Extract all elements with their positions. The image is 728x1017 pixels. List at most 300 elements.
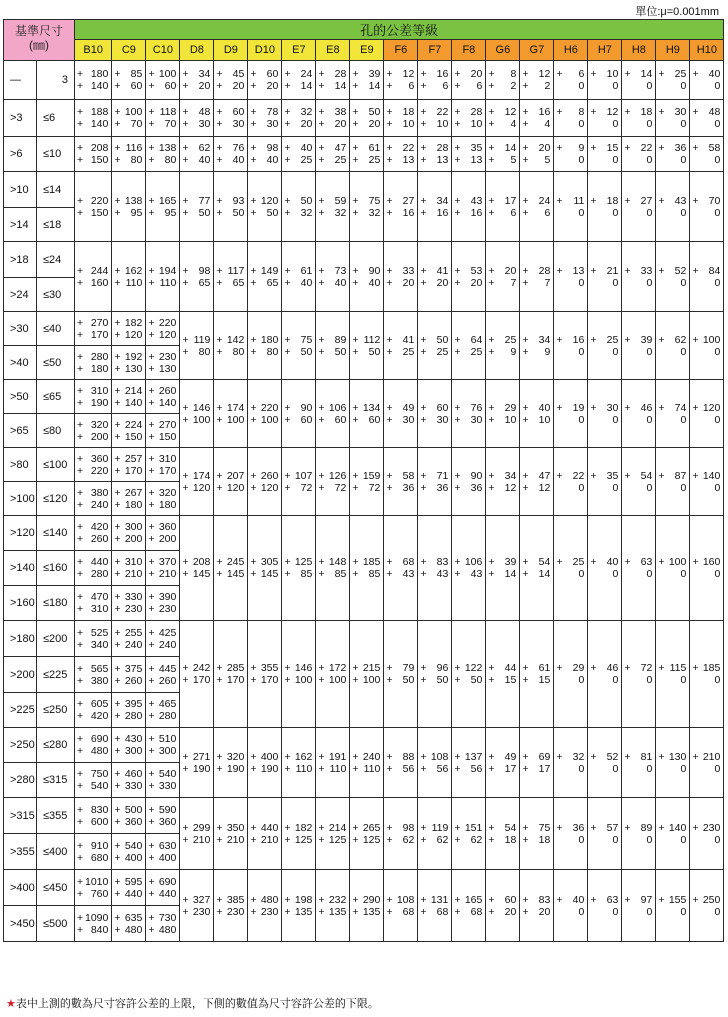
lower-limit xyxy=(656,346,689,358)
sign: + xyxy=(284,206,291,219)
lower-limit xyxy=(588,346,621,358)
lower-limit xyxy=(588,118,621,130)
lower-limit xyxy=(180,207,213,219)
sign xyxy=(692,154,700,166)
sign: + xyxy=(658,401,665,414)
cell-e7 xyxy=(282,870,316,942)
upper-limit xyxy=(384,68,417,80)
cell-c9 xyxy=(112,621,146,657)
lower-limit xyxy=(75,277,111,289)
lower-limit xyxy=(554,154,587,166)
lower-limit xyxy=(452,568,485,580)
cell-h9 xyxy=(656,242,690,312)
value: 162 xyxy=(294,750,313,763)
sign: + xyxy=(658,194,665,207)
cell-h10 xyxy=(690,798,724,870)
value: 0 xyxy=(714,568,721,580)
value: 65 xyxy=(266,276,279,289)
sign: + xyxy=(148,803,155,816)
lower-limit xyxy=(622,763,655,775)
sign: + xyxy=(386,833,393,846)
sign: + xyxy=(250,821,257,834)
cell-d8 xyxy=(180,798,214,870)
upper-limit xyxy=(554,68,587,80)
value: 480 xyxy=(124,923,143,936)
sign: + xyxy=(420,333,427,346)
value: 230 xyxy=(702,821,721,834)
sign: + xyxy=(352,833,359,846)
value: 0 xyxy=(680,206,687,219)
cell-h6 xyxy=(554,100,588,137)
cell-f7 xyxy=(418,728,452,798)
cell-h10 xyxy=(690,137,724,172)
cell-h8 xyxy=(622,798,656,870)
sign: + xyxy=(250,893,257,906)
upper-limit xyxy=(384,334,417,346)
value: 90 xyxy=(300,401,313,414)
sign: + xyxy=(454,662,461,674)
value: 138 xyxy=(124,194,143,207)
value: 425 xyxy=(158,626,177,639)
upper-limit xyxy=(214,822,247,834)
lower-limit xyxy=(588,80,621,92)
sign: + xyxy=(624,662,631,674)
upper-limit xyxy=(588,894,621,906)
value: 170 xyxy=(226,674,245,686)
lower-limit xyxy=(656,834,689,846)
lower-limit xyxy=(452,674,485,686)
upper-limit xyxy=(75,351,111,363)
value: 90 xyxy=(368,264,381,277)
lower-limit xyxy=(350,207,383,219)
cell-f7 xyxy=(418,172,452,242)
value: 71 xyxy=(436,469,449,482)
sign: + xyxy=(114,568,121,580)
sign: + xyxy=(488,568,495,580)
sign: + xyxy=(522,821,529,834)
sign: + xyxy=(284,762,291,775)
lower-limit xyxy=(554,118,587,130)
upper-limit xyxy=(112,663,145,675)
lower-limit xyxy=(588,207,621,219)
lower-limit xyxy=(588,834,621,846)
lower-limit xyxy=(248,674,281,686)
value: 0 xyxy=(578,762,585,775)
sign: + xyxy=(114,533,121,545)
sign: + xyxy=(77,486,84,499)
cell-h6 xyxy=(554,516,588,621)
lower-limit xyxy=(75,154,111,166)
sign: + xyxy=(114,498,121,511)
sign: + xyxy=(77,568,84,580)
cell-c10 xyxy=(146,551,180,586)
sign xyxy=(692,80,700,92)
sign: + xyxy=(692,68,699,80)
value: 48 xyxy=(198,106,211,118)
cell-g6 xyxy=(486,380,520,448)
value: 245 xyxy=(226,556,245,568)
lower-limit xyxy=(418,118,451,130)
cell-f8 xyxy=(452,137,486,172)
upper-limit xyxy=(520,662,553,674)
value: 12 xyxy=(538,68,551,80)
upper-limit xyxy=(622,822,655,834)
hole-tolerance-table xyxy=(3,19,724,942)
sign xyxy=(658,674,666,686)
value: 375 xyxy=(124,662,143,675)
sign: + xyxy=(556,194,563,207)
lower-limit xyxy=(350,834,383,846)
value: 20 xyxy=(402,276,415,289)
cell-g7 xyxy=(520,312,554,380)
value: 360 xyxy=(158,521,177,533)
lower-limit xyxy=(350,80,383,92)
upper-limit xyxy=(554,265,587,277)
value: 24 xyxy=(538,194,551,207)
sign: + xyxy=(658,821,665,834)
sign: + xyxy=(284,118,291,130)
value: 120 xyxy=(124,328,143,341)
value: 134 xyxy=(362,401,381,414)
value: 480 xyxy=(158,923,177,936)
value: 480 xyxy=(260,893,279,906)
value: 83 xyxy=(436,556,449,568)
cell-e7 xyxy=(282,61,316,100)
upper-limit xyxy=(146,453,179,465)
sign: + xyxy=(148,452,155,465)
sign: + xyxy=(420,264,427,277)
sign xyxy=(658,277,666,289)
value: 60 xyxy=(232,106,245,118)
cell-h6 xyxy=(554,172,588,242)
size-to: ≤280 xyxy=(37,728,75,763)
value: 690 xyxy=(90,733,109,745)
sign: + xyxy=(318,821,325,834)
cell-f7 xyxy=(418,516,452,621)
value: 310 xyxy=(124,556,143,568)
sign: + xyxy=(216,80,223,92)
upper-limit xyxy=(384,265,417,277)
sign: + xyxy=(386,821,393,834)
value: 80 xyxy=(198,345,211,358)
cell-e7 xyxy=(282,242,316,312)
cell-h10 xyxy=(690,380,724,448)
upper-limit xyxy=(486,68,519,80)
value: 182 xyxy=(294,821,313,834)
value: 214 xyxy=(328,821,347,834)
cell-f8 xyxy=(452,61,486,100)
sign: + xyxy=(148,911,155,924)
value: 7 xyxy=(544,276,551,289)
value: 110 xyxy=(125,276,143,289)
cell-g6 xyxy=(486,728,520,798)
upper-limit xyxy=(112,351,145,363)
upper-limit xyxy=(214,402,247,414)
sign: + xyxy=(284,469,291,482)
value: 36 xyxy=(402,481,415,494)
value: 35 xyxy=(606,469,619,482)
upper-limit xyxy=(452,106,485,118)
size-to: ≤225 xyxy=(37,657,75,693)
sign: + xyxy=(658,893,665,906)
value: 0 xyxy=(578,154,585,166)
value: 1010 xyxy=(85,875,109,888)
cell-e7 xyxy=(282,516,316,621)
sign: + xyxy=(590,821,597,834)
size-to: ≤450 xyxy=(37,870,75,906)
value: 70 xyxy=(164,118,177,130)
cell-e9 xyxy=(350,621,384,728)
cell-h7 xyxy=(588,61,622,100)
sign: + xyxy=(114,276,121,289)
sign: + xyxy=(590,893,597,906)
cell-h7 xyxy=(588,448,622,516)
value: 74 xyxy=(674,401,687,414)
upper-limit xyxy=(112,556,145,568)
value: 0 xyxy=(612,276,619,289)
value: 100 xyxy=(192,413,211,426)
lower-limit xyxy=(418,482,451,494)
sign: + xyxy=(182,750,189,763)
lower-limit xyxy=(180,763,213,775)
value: 172 xyxy=(328,662,347,674)
cell-d9 xyxy=(214,621,248,728)
sign: + xyxy=(658,750,665,763)
sign: + xyxy=(658,142,665,154)
lower-limit xyxy=(248,834,281,846)
value: 0 xyxy=(646,481,653,494)
size-from: >65 xyxy=(4,414,37,448)
value: 30 xyxy=(470,413,483,426)
cell-c9 xyxy=(112,414,146,448)
lower-limit xyxy=(384,207,417,219)
value: 40 xyxy=(232,154,245,166)
value: 29 xyxy=(504,401,517,414)
sign: + xyxy=(658,662,665,674)
upper-limit xyxy=(350,106,383,118)
upper-limit xyxy=(282,556,315,568)
cell-d8 xyxy=(180,448,214,516)
upper-limit xyxy=(75,804,111,816)
value: 0 xyxy=(680,80,687,92)
sign: + xyxy=(454,118,461,130)
upper-limit xyxy=(452,556,485,568)
value: 148 xyxy=(328,556,347,568)
sign: + xyxy=(216,276,223,289)
size-to: ≤100 xyxy=(37,448,75,482)
cell-g6 xyxy=(486,100,520,137)
cell-d9 xyxy=(214,172,248,242)
lower-limit xyxy=(384,906,417,918)
sign: + xyxy=(284,481,291,494)
value: 13 xyxy=(572,264,585,277)
value: 440 xyxy=(90,556,109,568)
cell-h6 xyxy=(554,798,588,870)
cell-f8 xyxy=(452,728,486,798)
value: 77 xyxy=(198,194,211,207)
lower-limit xyxy=(180,80,213,92)
sign xyxy=(658,763,666,775)
value: 76 xyxy=(470,401,483,414)
sign: + xyxy=(590,194,597,207)
cell-e7 xyxy=(282,100,316,137)
value: 40 xyxy=(334,276,347,289)
cell-d9 xyxy=(214,798,248,870)
upper-limit xyxy=(146,142,179,154)
lower-limit xyxy=(520,482,553,494)
value: 17 xyxy=(538,762,551,775)
table-row xyxy=(4,61,724,100)
sign: + xyxy=(284,674,291,686)
value: 25 xyxy=(504,333,517,346)
value: 130 xyxy=(124,362,143,375)
value: 62 xyxy=(436,833,449,846)
sign: + xyxy=(386,206,393,219)
upper-limit xyxy=(486,556,519,568)
upper-limit xyxy=(486,894,519,906)
sign: + xyxy=(420,750,427,763)
lower-limit xyxy=(75,816,111,828)
cell-c9 xyxy=(112,728,146,763)
cell-c9 xyxy=(112,312,146,346)
cell-c9 xyxy=(112,906,146,942)
sign: + xyxy=(216,118,223,130)
cell-c9 xyxy=(112,834,146,870)
value: 29 xyxy=(572,662,585,674)
sign: + xyxy=(284,142,291,154)
sign: + xyxy=(77,350,84,363)
cell-g6 xyxy=(486,621,520,728)
sign: + xyxy=(284,413,291,426)
sign: + xyxy=(420,893,427,906)
value: 25 xyxy=(572,556,585,568)
sign: + xyxy=(624,106,631,118)
lower-limit xyxy=(75,207,111,219)
sign: + xyxy=(692,750,699,763)
sign xyxy=(658,346,666,358)
upper-limit xyxy=(486,195,519,207)
sign: + xyxy=(250,276,257,289)
value: 214 xyxy=(124,384,143,397)
lower-limit xyxy=(282,834,315,846)
cell-d8 xyxy=(180,621,214,728)
sign: + xyxy=(420,345,427,358)
lower-limit xyxy=(146,639,179,651)
sign: + xyxy=(488,142,495,154)
sign: + xyxy=(216,893,223,906)
upper-limit xyxy=(384,195,417,207)
lower-limit xyxy=(622,207,655,219)
sign xyxy=(658,568,666,580)
value: 100 xyxy=(124,106,143,118)
cell-g6 xyxy=(486,448,520,516)
cell-d10 xyxy=(248,516,282,621)
value: 0 xyxy=(680,345,687,358)
sign: + xyxy=(250,68,257,80)
value: 81 xyxy=(640,750,653,763)
cell-c9 xyxy=(112,586,146,621)
value: 20 xyxy=(368,118,381,130)
cell-c9 xyxy=(112,551,146,586)
sign: + xyxy=(216,481,223,494)
value: 52 xyxy=(674,264,687,277)
lower-limit xyxy=(520,568,553,580)
value: 70 xyxy=(708,194,721,207)
upper-limit xyxy=(588,751,621,763)
sign: + xyxy=(522,762,529,775)
cell-h7 xyxy=(588,380,622,448)
sign: + xyxy=(522,662,529,674)
sign: + xyxy=(556,401,563,414)
cell-f8 xyxy=(452,870,486,942)
sign: + xyxy=(454,154,461,166)
lower-limit xyxy=(248,277,281,289)
value: 10 xyxy=(504,413,517,426)
upper-limit xyxy=(452,68,485,80)
upper-limit xyxy=(75,768,111,780)
value: 310 xyxy=(158,452,177,465)
sign: + xyxy=(182,68,189,80)
sign: + xyxy=(114,815,121,828)
value: 260 xyxy=(260,469,279,482)
upper-limit xyxy=(656,68,689,80)
sign: + xyxy=(216,154,223,166)
lower-limit xyxy=(75,568,111,580)
sign: + xyxy=(454,750,461,763)
size-from: >6 xyxy=(4,137,37,172)
sign: + xyxy=(114,264,121,277)
cell-e9 xyxy=(350,870,384,942)
cell-f6 xyxy=(384,137,418,172)
cell-g7 xyxy=(520,516,554,621)
lower-limit xyxy=(75,710,111,722)
upper-limit xyxy=(520,334,553,346)
value: 159 xyxy=(362,469,381,482)
sign: + xyxy=(182,142,189,154)
sign: + xyxy=(590,68,597,80)
value: 34 xyxy=(538,333,551,346)
cell-d8 xyxy=(180,61,214,100)
sign: + xyxy=(454,68,461,80)
upper-limit xyxy=(350,822,383,834)
sign: + xyxy=(114,887,121,900)
value: 5 xyxy=(544,154,551,166)
cell-c9 xyxy=(112,482,146,516)
sign: + xyxy=(488,80,495,92)
sign: + xyxy=(114,430,121,443)
value: 41 xyxy=(402,333,415,346)
cell-c9 xyxy=(112,137,146,172)
lower-limit xyxy=(350,763,383,775)
value: 62 xyxy=(470,833,483,846)
cell-f7 xyxy=(418,137,452,172)
sign: + xyxy=(624,333,631,346)
sign: + xyxy=(624,893,631,906)
sign: + xyxy=(386,401,393,414)
lower-limit xyxy=(452,277,485,289)
value: 0 xyxy=(578,905,585,918)
upper-limit xyxy=(282,894,315,906)
size-to: ≤18 xyxy=(37,208,75,242)
value: 135 xyxy=(294,905,313,918)
upper-limit xyxy=(316,662,349,674)
sign: + xyxy=(77,362,84,375)
value: 9 xyxy=(544,345,551,358)
sign: + xyxy=(148,194,155,207)
lower-limit xyxy=(588,277,621,289)
lower-limit xyxy=(554,414,587,426)
sign: + xyxy=(114,875,121,888)
